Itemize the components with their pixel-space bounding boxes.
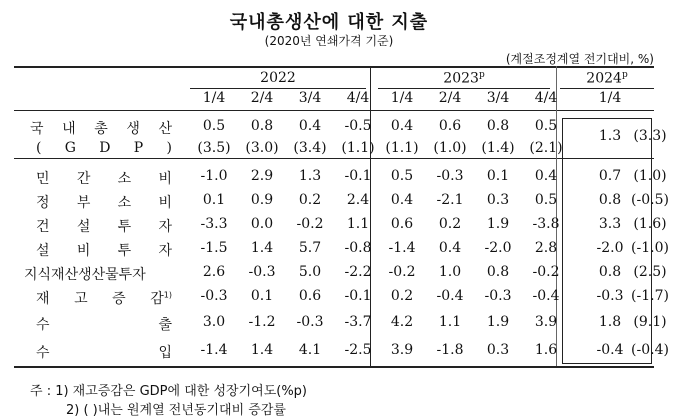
table-cell-yoy: (9.1) bbox=[633, 314, 667, 330]
table-cell: 2.8 bbox=[534, 240, 558, 256]
table-cell: 0.5 bbox=[534, 192, 558, 208]
table-title: 국내총생산에 대한 지출 bbox=[229, 12, 429, 33]
table-cell-yoy: (1.0) bbox=[633, 168, 667, 184]
cell-gdp-yoy: (1.1) bbox=[385, 140, 419, 156]
cell-gdp-yoy: (3.3) bbox=[633, 128, 667, 144]
table-cell-yoy: (-0.4) bbox=[631, 342, 669, 358]
footnote-2: 2) ( )내는 원계열 전년동기대비 증감률 bbox=[66, 403, 286, 418]
table-cell: -0.2 bbox=[388, 264, 416, 280]
table-cell: 5.7 bbox=[298, 240, 322, 256]
table-cell: 1.9 bbox=[486, 314, 510, 330]
table-cell-yoy: (-0.5) bbox=[631, 192, 669, 208]
table-cell: -0.8 bbox=[344, 240, 372, 256]
table-cell: -2.5 bbox=[344, 342, 372, 358]
table-cell-yoy: (-1.7) bbox=[631, 288, 669, 304]
table-cell: 2.4 bbox=[346, 192, 370, 208]
table-cell: -1.2 bbox=[248, 314, 276, 330]
table-cell: 0.1 bbox=[250, 288, 274, 304]
table-cell: 1.1 bbox=[346, 216, 370, 232]
top-rule bbox=[14, 66, 654, 68]
table-cell: -3.8 bbox=[532, 216, 560, 232]
row-label-gdp-sub: ( G D P ) bbox=[36, 140, 172, 156]
table-cell: 0.1 bbox=[486, 168, 510, 184]
year-underline-2022 bbox=[190, 88, 366, 89]
table-cell: 0.7 bbox=[598, 168, 622, 184]
table-cell-yoy: (-1.0) bbox=[631, 240, 669, 256]
row-label: 민 간 소 비 bbox=[36, 171, 172, 187]
cell-gdp: 0.4 bbox=[298, 118, 322, 134]
table-cell: -2.1 bbox=[436, 192, 464, 208]
table-cell: 0.4 bbox=[390, 192, 414, 208]
cell-gdp: 0.5 bbox=[202, 118, 226, 134]
table-cell: 0.8 bbox=[598, 192, 622, 208]
cell-gdp: 1.3 bbox=[598, 128, 622, 144]
table-cell: -0.1 bbox=[344, 288, 372, 304]
table-cell: -0.4 bbox=[596, 342, 624, 358]
table-cell: 1.4 bbox=[250, 342, 274, 358]
table-cell: 4.1 bbox=[298, 342, 322, 358]
table-cell: -0.4 bbox=[532, 288, 560, 304]
table-cell: 0.8 bbox=[486, 264, 510, 280]
cell-gdp-yoy: (1.4) bbox=[481, 140, 515, 156]
quarter-header: 3/4 bbox=[486, 90, 510, 106]
cell-gdp-yoy: (3.0) bbox=[245, 140, 279, 156]
row-label: 설 비 투 자 bbox=[36, 243, 172, 259]
row-label: 지식재산생산물투자 bbox=[24, 267, 146, 283]
year-header-2024: 2024$^p$ bbox=[586, 70, 628, 87]
table-cell: -0.3 bbox=[296, 314, 324, 330]
cell-gdp-yoy: (1.1) bbox=[341, 140, 375, 156]
row-label: 재 고 증 감$^{1)}$ bbox=[36, 290, 172, 307]
table-cell: 4.2 bbox=[390, 314, 414, 330]
table-cell: -0.2 bbox=[532, 264, 560, 280]
year-underline-2023 bbox=[378, 88, 550, 89]
table-cell: -2.2 bbox=[344, 264, 372, 280]
cell-gdp-yoy: (1.0) bbox=[433, 140, 467, 156]
table-cell: -1.4 bbox=[388, 240, 416, 256]
table-cell: 0.3 bbox=[486, 192, 510, 208]
cell-gdp-yoy: (3.4) bbox=[293, 140, 327, 156]
row-label: 수 입 bbox=[36, 345, 172, 361]
cell-gdp: 0.8 bbox=[486, 118, 510, 134]
table-cell: 0.8 bbox=[598, 264, 622, 280]
table-cell: -2.0 bbox=[596, 240, 624, 256]
quarter-header: 3/4 bbox=[298, 90, 322, 106]
table-cell-yoy: (2.5) bbox=[633, 264, 667, 280]
quarter-header: 2/4 bbox=[250, 90, 274, 106]
table-cell: -3.3 bbox=[200, 216, 228, 232]
table-cell: 0.2 bbox=[438, 216, 462, 232]
footnote-1: 주 : 1) 재고증감은 GDP에 대한 성장기여도(%p) bbox=[30, 384, 308, 399]
table-cell: 2.6 bbox=[202, 264, 226, 280]
table-cell: 1.4 bbox=[250, 240, 274, 256]
year-header-2022: 2022 bbox=[260, 70, 296, 86]
cell-gdp: -0.5 bbox=[344, 118, 372, 134]
table-cell: -2.0 bbox=[484, 240, 512, 256]
table-cell: 3.9 bbox=[534, 314, 558, 330]
cell-gdp: 0.8 bbox=[250, 118, 274, 134]
header-rule bbox=[14, 110, 654, 111]
table-cell: -0.3 bbox=[200, 288, 228, 304]
gdp-rule bbox=[14, 158, 654, 159]
table-cell: -1.0 bbox=[200, 168, 228, 184]
quarter-header: 4/4 bbox=[346, 90, 370, 106]
row-label: 건 설 투 자 bbox=[36, 219, 172, 235]
table-cell: -1.5 bbox=[200, 240, 228, 256]
table-cell: 0.4 bbox=[438, 240, 462, 256]
row-label: 정 부 소 비 bbox=[36, 195, 172, 211]
table-cell: 0.9 bbox=[250, 192, 274, 208]
table-cell: 1.0 bbox=[438, 264, 462, 280]
table-cell: 0.2 bbox=[390, 288, 414, 304]
table-cell: 1.3 bbox=[298, 168, 322, 184]
table-cell: -3.7 bbox=[344, 314, 372, 330]
table-cell-yoy: (1.6) bbox=[633, 216, 667, 232]
quarter-header: 1/4 bbox=[202, 90, 226, 106]
quarter-header: 2/4 bbox=[438, 90, 462, 106]
quarter-header: 1/4 bbox=[390, 90, 414, 106]
table-cell: 0.3 bbox=[486, 342, 510, 358]
row-label-gdp: 국 내 총 생 산 bbox=[30, 121, 172, 137]
table-cell: -0.4 bbox=[436, 288, 464, 304]
table-cell: 1.6 bbox=[534, 342, 558, 358]
table-cell: 1.9 bbox=[486, 216, 510, 232]
table-cell: 0.1 bbox=[202, 192, 226, 208]
table-cell: 2.9 bbox=[250, 168, 274, 184]
table-cell: 0.4 bbox=[534, 168, 558, 184]
quarter-header: 4/4 bbox=[534, 90, 558, 106]
year-underline-2024 bbox=[560, 88, 654, 89]
table-cell: 3.3 bbox=[598, 216, 622, 232]
cell-gdp: 0.6 bbox=[438, 118, 462, 134]
year-header-2023: 2023$^p$ bbox=[443, 70, 485, 87]
table-cell: 0.2 bbox=[298, 192, 322, 208]
bottom-rule bbox=[14, 366, 654, 368]
unit-note: (계절조정계열 전기대비, %) bbox=[505, 52, 654, 66]
table-cell: 0.6 bbox=[390, 216, 414, 232]
table-cell: 1.1 bbox=[438, 314, 462, 330]
table-cell: 0.5 bbox=[390, 168, 414, 184]
table-cell: 0.0 bbox=[250, 216, 274, 232]
table-cell: -1.4 bbox=[200, 342, 228, 358]
cell-gdp: 0.4 bbox=[390, 118, 414, 134]
table-cell: 1.8 bbox=[598, 314, 622, 330]
table-cell: 3.0 bbox=[202, 314, 226, 330]
cell-gdp: 0.5 bbox=[534, 118, 558, 134]
cell-gdp-yoy: (3.5) bbox=[197, 140, 231, 156]
table-subtitle: (2020년 연쇄가격 기준) bbox=[264, 34, 394, 48]
row-label: 수 출 bbox=[36, 317, 172, 333]
cell-gdp-yoy: (2.1) bbox=[529, 140, 563, 156]
table-cell: 0.6 bbox=[298, 288, 322, 304]
table-cell: -0.2 bbox=[296, 216, 324, 232]
table-cell: -0.3 bbox=[248, 264, 276, 280]
table-cell: -0.3 bbox=[436, 168, 464, 184]
table-cell: 3.9 bbox=[390, 342, 414, 358]
table-cell: -0.3 bbox=[484, 288, 512, 304]
quarter-header: 1/4 bbox=[598, 90, 622, 106]
table-cell: 5.0 bbox=[298, 264, 322, 280]
table-cell: -1.8 bbox=[436, 342, 464, 358]
table-cell: -0.1 bbox=[344, 168, 372, 184]
table-cell: -0.3 bbox=[596, 288, 624, 304]
